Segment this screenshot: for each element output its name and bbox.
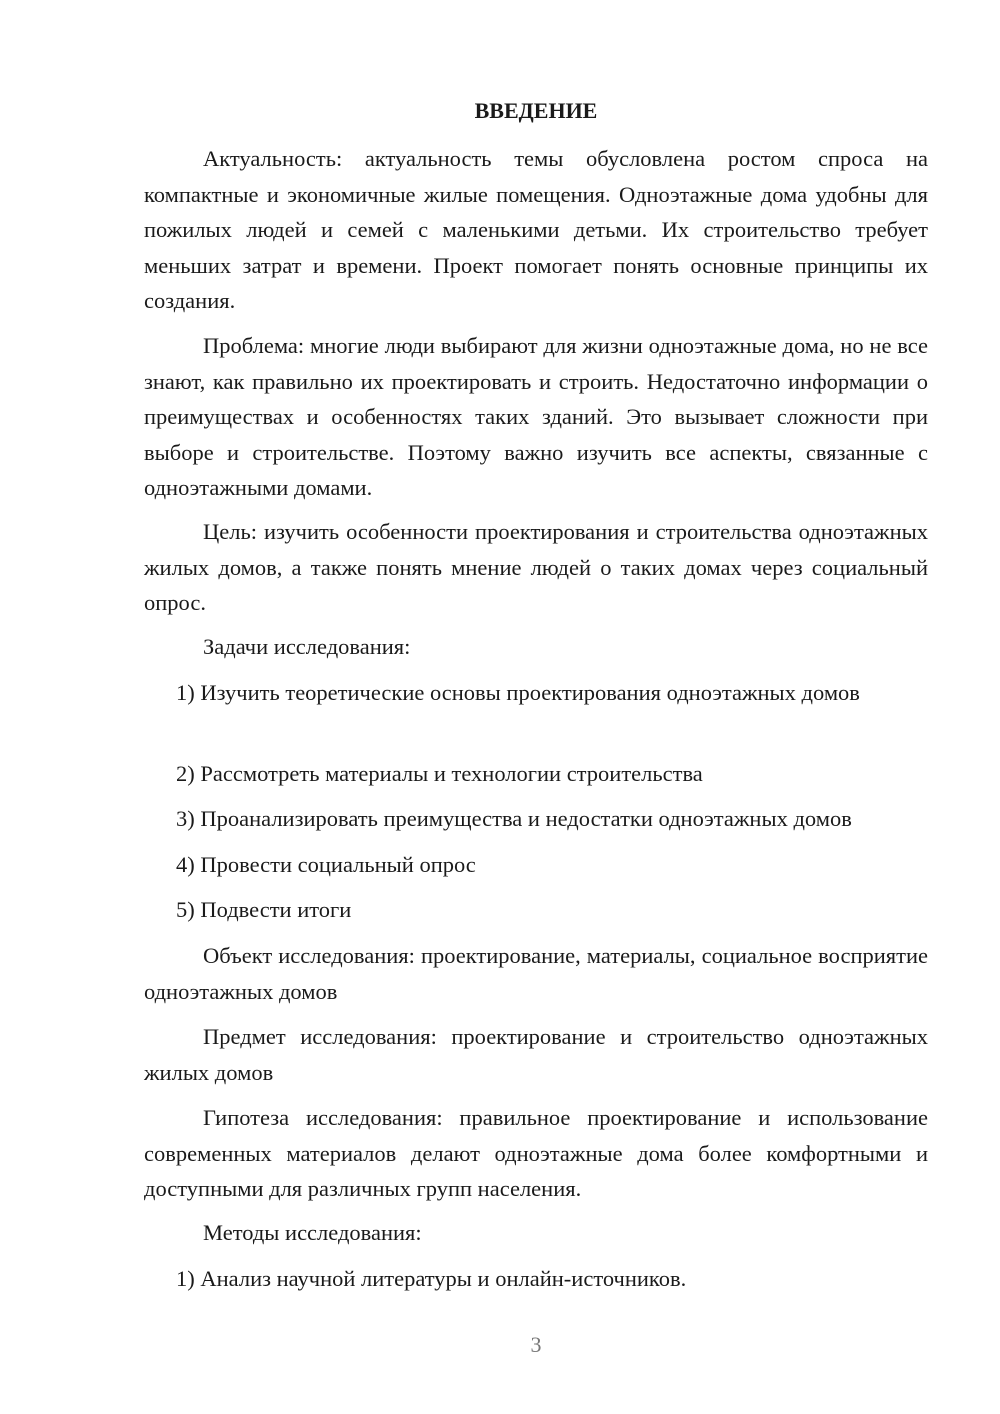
goal-paragraph: Цель: изучить особенности проектирования и строительства одноэтажных жилых домов, а также понять мнение людей о таких домах через социальный опрос.	[144, 519, 928, 615]
hypothesis-paragraph: Гипотеза исследования: правильное проектирование и использование современных материалов делают одноэтажные дома более комфортными и доступными для различных групп населения.	[144, 1105, 928, 1201]
problem-paragraph: Проблема: многие люди выбирают для жизни одноэтажные дома, но не все знают, как правильно их проектировать и строить. Недостаточно информации о преимуществах и особенностях таких зданий. Это вызывает сложности при выборе и строительстве. Поэтому важно изучить все аспекты, связанные с одноэтажными домами.	[144, 333, 928, 500]
task-item: 1) Изучить теоретические основы проектирования одноэтажных домов	[176, 680, 860, 705]
page-title: ВВЕДЕНИЕ	[474, 98, 598, 123]
method-item: 1) Анализ научной литературы и онлайн-источников.	[176, 1266, 687, 1291]
task-item: 3) Проанализировать преимущества и недостатки одноэтажных домов	[176, 806, 852, 831]
tasks-heading: Задачи исследования:	[203, 634, 411, 659]
relevance-paragraph: Актуальность: актуальность темы обусловлена ростом спроса на компактные и экономичные жилые помещения. Одноэтажные дома удобны для пожилых людей и семей с маленькими детьми. Их строительство требует меньших затрат и времени. Проект помогает понять основные принципы их создания.	[144, 146, 928, 313]
subject-paragraph: Предмет исследования: проектирование и строительство одноэтажных жилых домов	[144, 1024, 928, 1085]
page-number: 3	[530, 1332, 542, 1357]
object-paragraph: Объект исследования: проектирование, материалы, социальное восприятие одноэтажных домов	[144, 943, 928, 1004]
methods-heading: Методы исследования:	[203, 1220, 422, 1245]
task-item: 5) Подвести итоги	[176, 897, 352, 922]
task-item: 4) Провести социальный опрос	[176, 852, 476, 877]
task-item: 2) Рассмотреть материалы и технологии строительства	[176, 761, 703, 786]
